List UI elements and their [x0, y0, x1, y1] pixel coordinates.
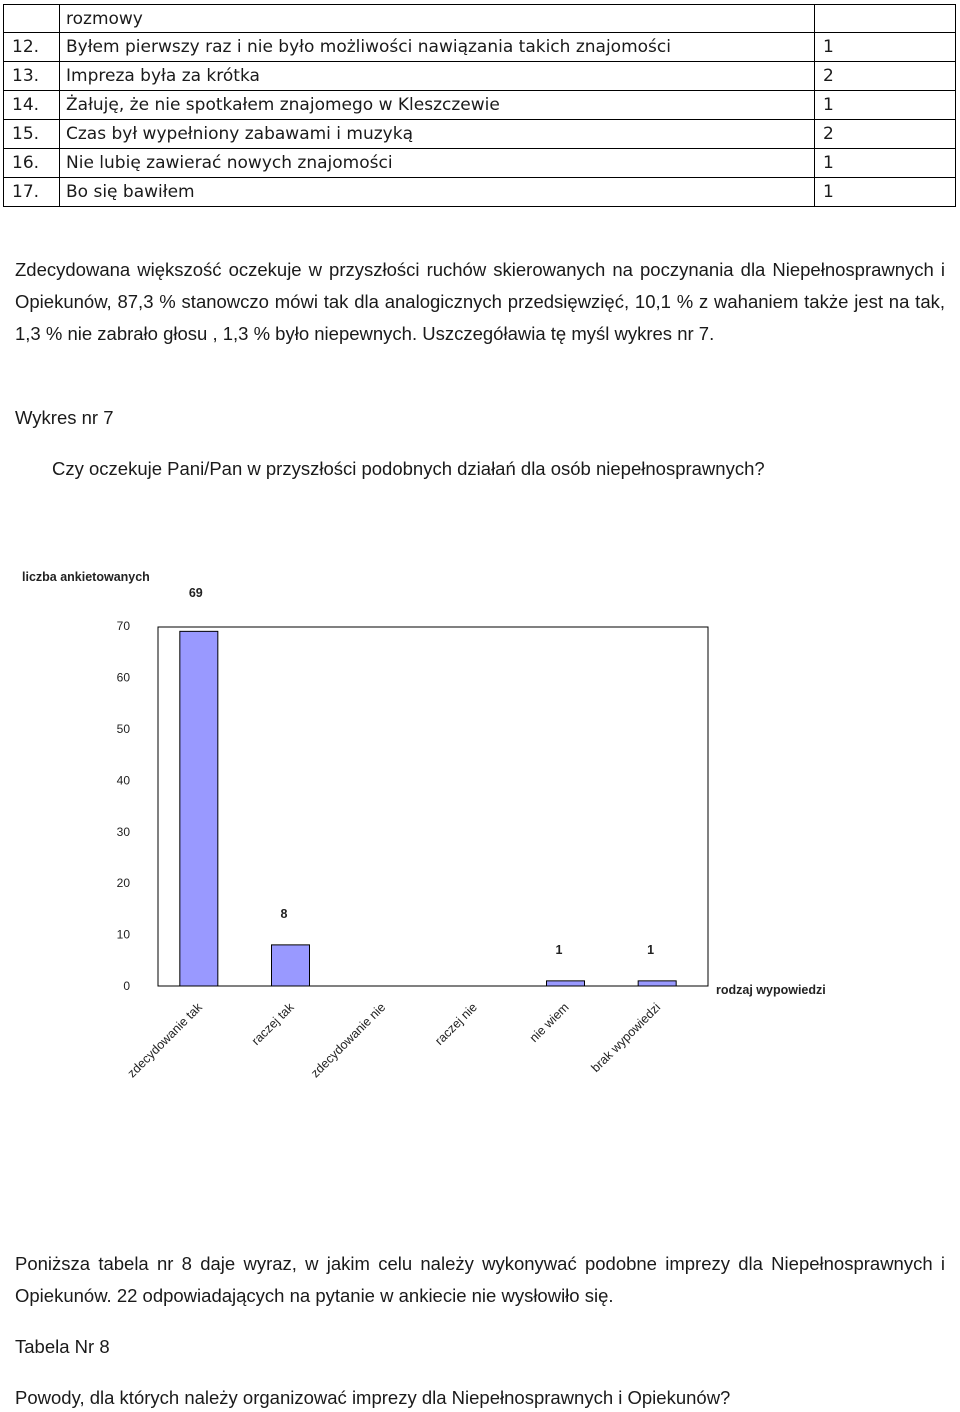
- category-label: zdecydowanie nie: [308, 1000, 389, 1081]
- y-tick-label: 0: [123, 979, 130, 993]
- table-cell-count: 2: [815, 120, 956, 149]
- table-cell-text: Żałuję, że nie spotkałem znajomego w Kleszczewie: [60, 91, 815, 120]
- category-label: brak wypowiedzi: [588, 1000, 664, 1075]
- table-cell-num: 12.: [4, 33, 60, 62]
- table-row: [4, 62, 956, 91]
- y-axis-title: liczba ankietowanych: [22, 570, 150, 584]
- summary-paragraph: Zdecydowana większość oczekuje w przyszłości ruchów skierowanych na poczynania dla Niepełnosprawnych i Opiekunów, 87,3 % stanowczo mówi tak dla analogicznych przedsięwzięć, 10,1 % z wahaniem także jest na tak, 1,3 % nie zabrało głosu , 1,3 % było niepewnych. Uszczegóławia tę myśl wykres nr 7.: [15, 259, 945, 344]
- data-label: 1: [555, 942, 563, 957]
- bar-5: [547, 981, 585, 986]
- table-cell-count: 1: [815, 149, 956, 178]
- y-tick-label: 40: [116, 773, 130, 788]
- bar-1: [180, 631, 218, 986]
- category-label: raczej nie: [432, 1000, 480, 1048]
- table-cell-num: 14.: [4, 91, 60, 120]
- table-row: [4, 120, 956, 149]
- y-tick-label: 10: [116, 927, 130, 942]
- data-label: 69: [188, 586, 203, 600]
- table-cell-text: Byłem pierwszy raz i nie było możliwości nawiązania takich znajomości: [60, 33, 815, 62]
- figure-label: Wykres nr 7: [15, 407, 114, 428]
- table-label: Tabela Nr 8: [15, 1336, 110, 1357]
- table-row: [4, 5, 956, 33]
- plot-frame: [158, 627, 708, 986]
- plot-border: [158, 627, 708, 986]
- table-cell-num: [4, 5, 60, 33]
- table-cell-text: Bo się bawiłem: [60, 178, 815, 207]
- bar-chart: [0, 555, 960, 1115]
- intro-paragraph: Poniższa tabela nr 8 daje wyraz, w jakim celu należy wykonywać podobne imprezy dla Niepełnosprawnych i Opiekunów. 22 odpowiadających na pytanie w ankiecie nie wysłowiło się.: [15, 1253, 945, 1306]
- y-tick-label: 60: [116, 670, 130, 685]
- bar-6: [638, 981, 676, 986]
- data-label: 1: [647, 942, 655, 957]
- table-cell-count: 1: [815, 178, 956, 207]
- category-label: raczej tak: [248, 1000, 297, 1048]
- table-cell-count: [815, 5, 956, 33]
- y-tick-label: 50: [116, 722, 130, 736]
- category-labels: [125, 1000, 664, 1081]
- table-cell-text: Impreza była za krótka: [60, 62, 815, 91]
- y-tick-label: 20: [116, 876, 130, 891]
- data-labels: [189, 586, 654, 957]
- table-heading: Powody, dla których należy organizować imprezy dla Niepełnosprawnych i Opiekunów?: [15, 1387, 731, 1408]
- table-cell-num: 16.: [4, 149, 60, 178]
- table-row: [4, 91, 956, 120]
- table-cell-text: Czas był wypełniony zabawami i muzyką: [60, 120, 815, 149]
- table-cell-count: 1: [815, 91, 956, 120]
- x-axis-title: rodzaj wypowiedzi: [716, 983, 826, 997]
- table-cell-num: 17.: [4, 178, 60, 207]
- category-label: zdecydowanie tak: [124, 1000, 205, 1081]
- figure-caption: Czy oczekuje Pani/Pan w przyszłości podobnych działań dla osób niepełnosprawnych?: [52, 458, 765, 479]
- y-axis-ticks: [117, 619, 131, 993]
- bar-2: [272, 945, 310, 986]
- table-row: [4, 149, 956, 178]
- bars: [180, 631, 676, 986]
- category-label: nie wiem: [526, 1000, 572, 1046]
- y-tick-label: 30: [116, 824, 130, 839]
- table-cell-count: 1: [815, 33, 956, 62]
- table-row: [4, 178, 956, 207]
- table-row: [4, 33, 956, 62]
- responses-table: [3, 4, 956, 207]
- data-label: 8: [280, 906, 288, 921]
- table-cell-text: rozmowy: [60, 5, 815, 33]
- table-cell-num: 15.: [4, 120, 60, 149]
- table-cell-count: 2: [815, 62, 956, 91]
- y-tick-label: 70: [116, 619, 130, 634]
- table-cell-num: 13.: [4, 62, 60, 91]
- table-cell-text: Nie lubię zawierać nowych znajomości: [60, 149, 815, 178]
